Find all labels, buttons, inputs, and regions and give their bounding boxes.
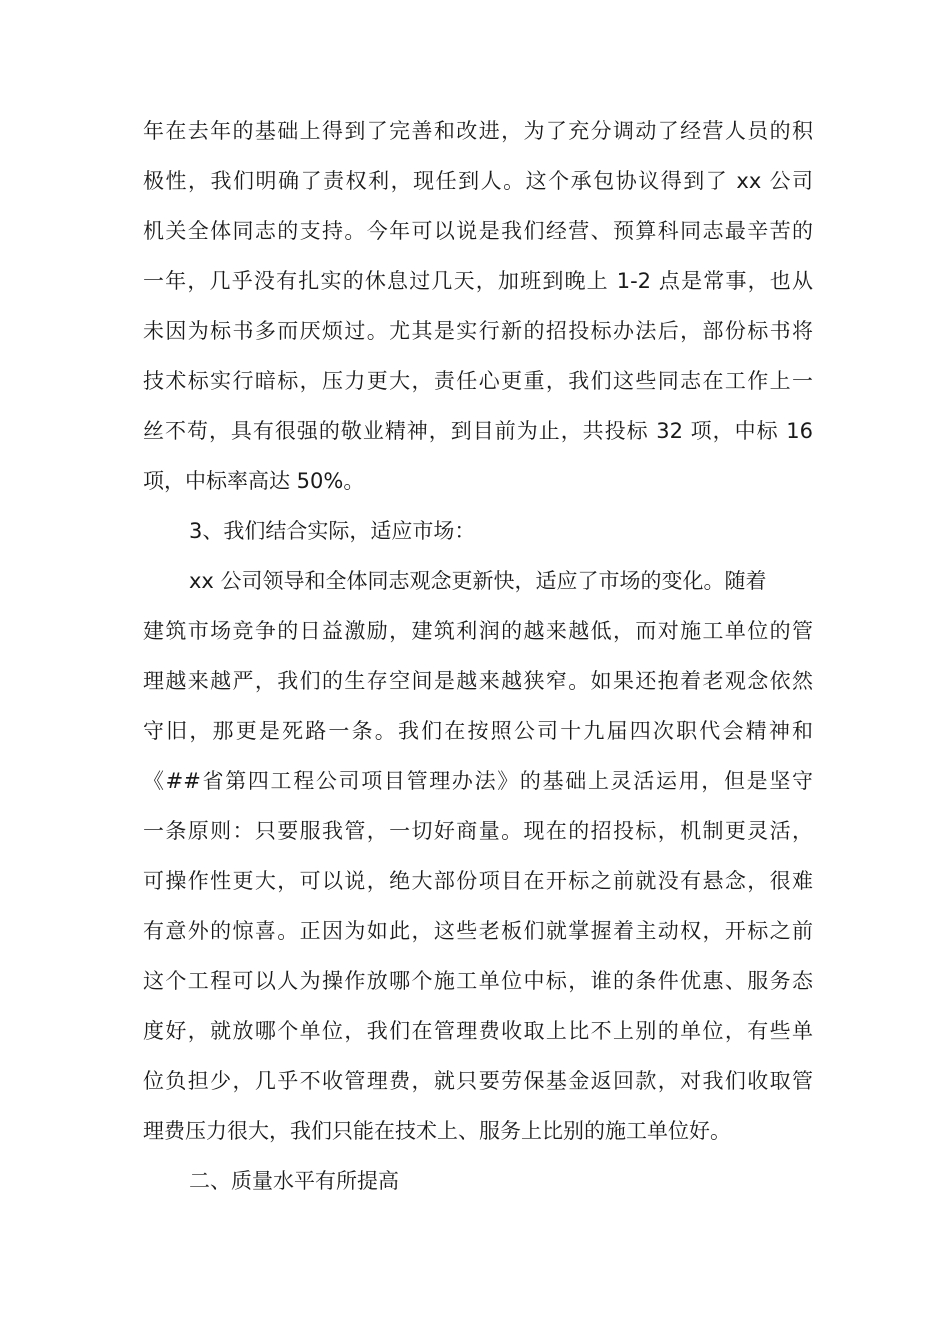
section-heading: 二、质量水平有所提高 bbox=[189, 1169, 399, 1193]
text-line: 理越来越严，我们的生存空间是越来越狭窄。如果还抱着老观念依然 bbox=[143, 669, 813, 693]
text-line: 守旧，那更是死路一条。我们在按照公司十九届四次职代会精神和 bbox=[143, 719, 813, 743]
text-line: 一条原则：只要服我管，一切好商量。现在的招投标，机制更灵活， bbox=[143, 819, 813, 843]
section-heading: 3、我们结合实际，适应市场： bbox=[189, 519, 476, 543]
paragraph-end-line: 项，中标率高达 50%。 bbox=[143, 469, 365, 493]
text-line: 一年，几乎没有扎实的休息过几天，加班到晚上 1-2 点是常事，也从 bbox=[143, 269, 813, 293]
text-line: 度好，就放哪个单位，我们在管理费收取上比不上别的单位，有些单 bbox=[143, 1019, 813, 1043]
text-line: 有意外的惊喜。正因为如此，这些老板们就掌握着主动权，开标之前 bbox=[143, 919, 813, 943]
text-line: 《##省第四工程公司项目管理办法》的基础上灵活运用，但是坚守 bbox=[143, 769, 813, 793]
body-text bbox=[143, 106, 813, 1206]
text-line: 极性，我们明确了责权利，现任到人。这个承包协议得到了 xx 公司 bbox=[143, 169, 813, 193]
paragraph-end-line: 理费压力很大，我们只能在技术上、服务上比别的施工单位好。 bbox=[143, 1119, 731, 1143]
text-line: 机关全体同志的支持。今年可以说是我们经营、预算科同志最辛苦的 bbox=[143, 219, 813, 243]
text-line: 这个工程可以人为操作放哪个施工单位中标，谁的条件优惠、服务态 bbox=[143, 969, 813, 993]
text-line: 建筑市场竞争的日益激励，建筑利润的越来越低，而对施工单位的管 bbox=[143, 619, 813, 643]
text-line: 技术标实行暗标，压力更大，责任心更重，我们这些同志在工作上一 bbox=[143, 369, 813, 393]
text-line: 年在去年的基础上得到了完善和改进，为了充分调动了经营人员的积 bbox=[143, 119, 813, 143]
paragraph-first-line: xx 公司领导和全体同志观念更新快，适应了市场的变化。随着 bbox=[189, 569, 767, 593]
text-line: 可操作性更大，可以说，绝大部份项目在开标之前就没有悬念，很难 bbox=[143, 869, 813, 893]
text-line: 未因为标书多而厌烦过。尤其是实行新的招投标办法后，部份标书将 bbox=[143, 319, 813, 343]
text-line: 丝不苟，具有很强的敬业精神，到目前为止，共投标 32 项，中标 16 bbox=[143, 419, 813, 443]
text-line: 位负担少，几乎不收管理费，就只要劳保基金返回款，对我们收取管 bbox=[143, 1069, 813, 1093]
